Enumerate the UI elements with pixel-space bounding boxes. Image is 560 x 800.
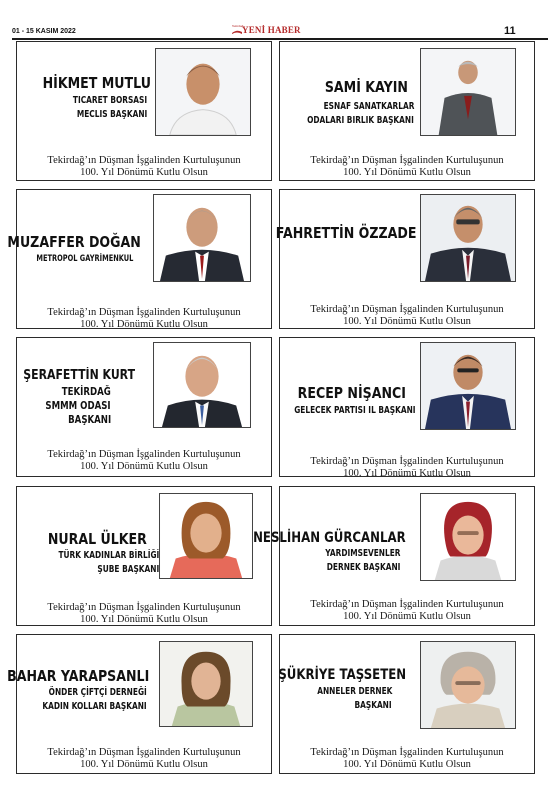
person-photo bbox=[153, 194, 251, 282]
person-title-line: ŞUBE BAŞKANI bbox=[97, 564, 159, 575]
person-title-line: BAŞKANI bbox=[67, 413, 111, 426]
person-name: HİKMET MUTLU bbox=[42, 74, 151, 92]
person-photo bbox=[420, 194, 516, 282]
logo-text: YENİ HABER bbox=[242, 25, 301, 35]
celebration-message-line: 100. Yıl Dönümü Kutlu Olsun bbox=[343, 468, 471, 479]
celebration-message-line: 100. Yıl Dönümü Kutlu Olsun bbox=[80, 759, 208, 770]
person-name: NESLİHAN GÜRCANLAR bbox=[253, 530, 406, 546]
person-name: SAMİ KAYIN bbox=[324, 78, 408, 96]
greeting-card bbox=[253, 486, 535, 626]
header-rule bbox=[12, 38, 548, 40]
person-title-line: TİCARET BORSASI bbox=[72, 95, 147, 106]
celebration-message-line: Tekirdağ’ın Düşman İşgalinden Kurtuluşunun bbox=[47, 449, 241, 460]
celebration-message-line: 100. Yıl Dönümü Kutlu Olsun bbox=[343, 167, 471, 178]
celebration-message-line: Tekirdağ’ın Düşman İşgalinden Kurtuluşunun bbox=[47, 155, 241, 166]
celebration-message-line: Tekirdağ’ın Düşman İşgalinden Kurtuluşunun bbox=[310, 155, 504, 166]
person-name: ŞERAFETTİN KURT bbox=[23, 368, 135, 383]
celebration-message-line: 100. Yıl Dönümü Kutlu Olsun bbox=[343, 316, 471, 327]
newspaper-logo bbox=[232, 24, 304, 36]
celebration-message-line: Tekirdağ’ın Düşman İşgalinden Kurtuluşunun bbox=[310, 304, 504, 315]
celebration-message-line: Tekirdağ’ın Düşman İşgalinden Kurtuluşunun bbox=[310, 456, 504, 467]
greeting-card bbox=[16, 41, 272, 181]
celebration-message-line: 100. Yıl Dönümü Kutlu Olsun bbox=[80, 614, 208, 625]
greeting-card bbox=[279, 41, 535, 181]
celebration-message-line: Tekirdağ’ın Düşman İşgalinden Kurtuluşunun bbox=[47, 747, 241, 758]
person-name: BAHAR YARAPSANLI bbox=[6, 667, 149, 685]
celebration-message-line: 100. Yıl Dönümü Kutlu Olsun bbox=[343, 611, 471, 622]
person-photo bbox=[420, 342, 516, 430]
person-title-line: KADIN KOLLARI BAŞKANI bbox=[42, 701, 147, 712]
celebration-message-line: 100. Yıl Dönümü Kutlu Olsun bbox=[80, 319, 208, 330]
celebration-message-line: 100. Yıl Dönümü Kutlu Olsun bbox=[80, 167, 208, 178]
celebration-message-line: 100. Yıl Dönümü Kutlu Olsun bbox=[343, 759, 471, 770]
person-title-line: TEKİRDAĞ bbox=[62, 385, 111, 398]
person-title-line: YARDIMSEVENLER bbox=[324, 548, 400, 559]
greeting-card bbox=[16, 337, 272, 477]
person-title-line: METROPOL GAYRİMENKUL bbox=[35, 254, 133, 264]
celebration-message-line: Tekirdağ’ın Düşman İşgalinden Kurtuluşunun bbox=[310, 599, 504, 610]
person-title-line: ANNELER DERNEK bbox=[316, 686, 392, 697]
person-name: ŞÜKRİYE TAŞSETEN bbox=[278, 667, 406, 683]
page-header bbox=[0, 0, 560, 40]
person-photo bbox=[159, 493, 253, 579]
celebration-message-line: 100. Yıl Dönümü Kutlu Olsun bbox=[80, 461, 208, 472]
person-title-line: ODALARI BİRLİK BAŞKANI bbox=[307, 115, 414, 126]
person-title-line: SMMM ODASI bbox=[45, 399, 111, 412]
greeting-card bbox=[279, 634, 535, 774]
logo-swoosh-icon bbox=[232, 30, 242, 34]
person-photo bbox=[420, 48, 516, 136]
person-photo bbox=[420, 493, 516, 581]
person-title-line: ESNAF SANATKARLAR bbox=[323, 101, 414, 112]
person-photo bbox=[159, 641, 253, 727]
person-title-line: MECLİS BAŞKANI bbox=[76, 109, 147, 120]
greeting-card bbox=[16, 486, 272, 626]
person-title-line: ÖNDER ÇİFTÇİ DERNEĞİ bbox=[48, 687, 147, 698]
page-number: 11 bbox=[504, 25, 516, 37]
celebration-message-line: Tekirdağ’ın Düşman İşgalinden Kurtuluşunun bbox=[47, 307, 241, 318]
issue-date: 01 - 15 KASIM 2022 bbox=[12, 28, 76, 35]
person-name: MUZAFFER DOĞAN bbox=[7, 233, 141, 251]
person-name: RECEP NİŞANCI bbox=[297, 384, 406, 402]
person-photo bbox=[155, 48, 251, 136]
greeting-card bbox=[6, 634, 272, 774]
celebration-message-line: Tekirdağ’ın Düşman İşgalinden Kurtuluşunun bbox=[47, 602, 241, 613]
greeting-card bbox=[275, 189, 535, 329]
greeting-card bbox=[279, 337, 535, 477]
person-name: NURAL ÜLKER bbox=[48, 530, 147, 548]
greeting-card bbox=[7, 189, 272, 330]
person-name: FAHRETTİN ÖZZADE bbox=[275, 224, 416, 242]
celebration-message-line: Tekirdağ’ın Düşman İşgalinden Kurtuluşunun bbox=[310, 747, 504, 758]
person-photo bbox=[420, 641, 516, 729]
logo-small-text: Tekirdağ bbox=[232, 24, 244, 28]
person-title-line: TÜRK KADINLAR BİRLİĞİ bbox=[58, 550, 159, 561]
person-title-line: BAŞKANI bbox=[354, 700, 392, 711]
person-photo bbox=[153, 342, 251, 428]
person-title-line: DERNEK BAŞKANI bbox=[326, 562, 400, 573]
person-title-line: GELECEK PARTİSİ İL BAŞKANI bbox=[294, 405, 416, 416]
